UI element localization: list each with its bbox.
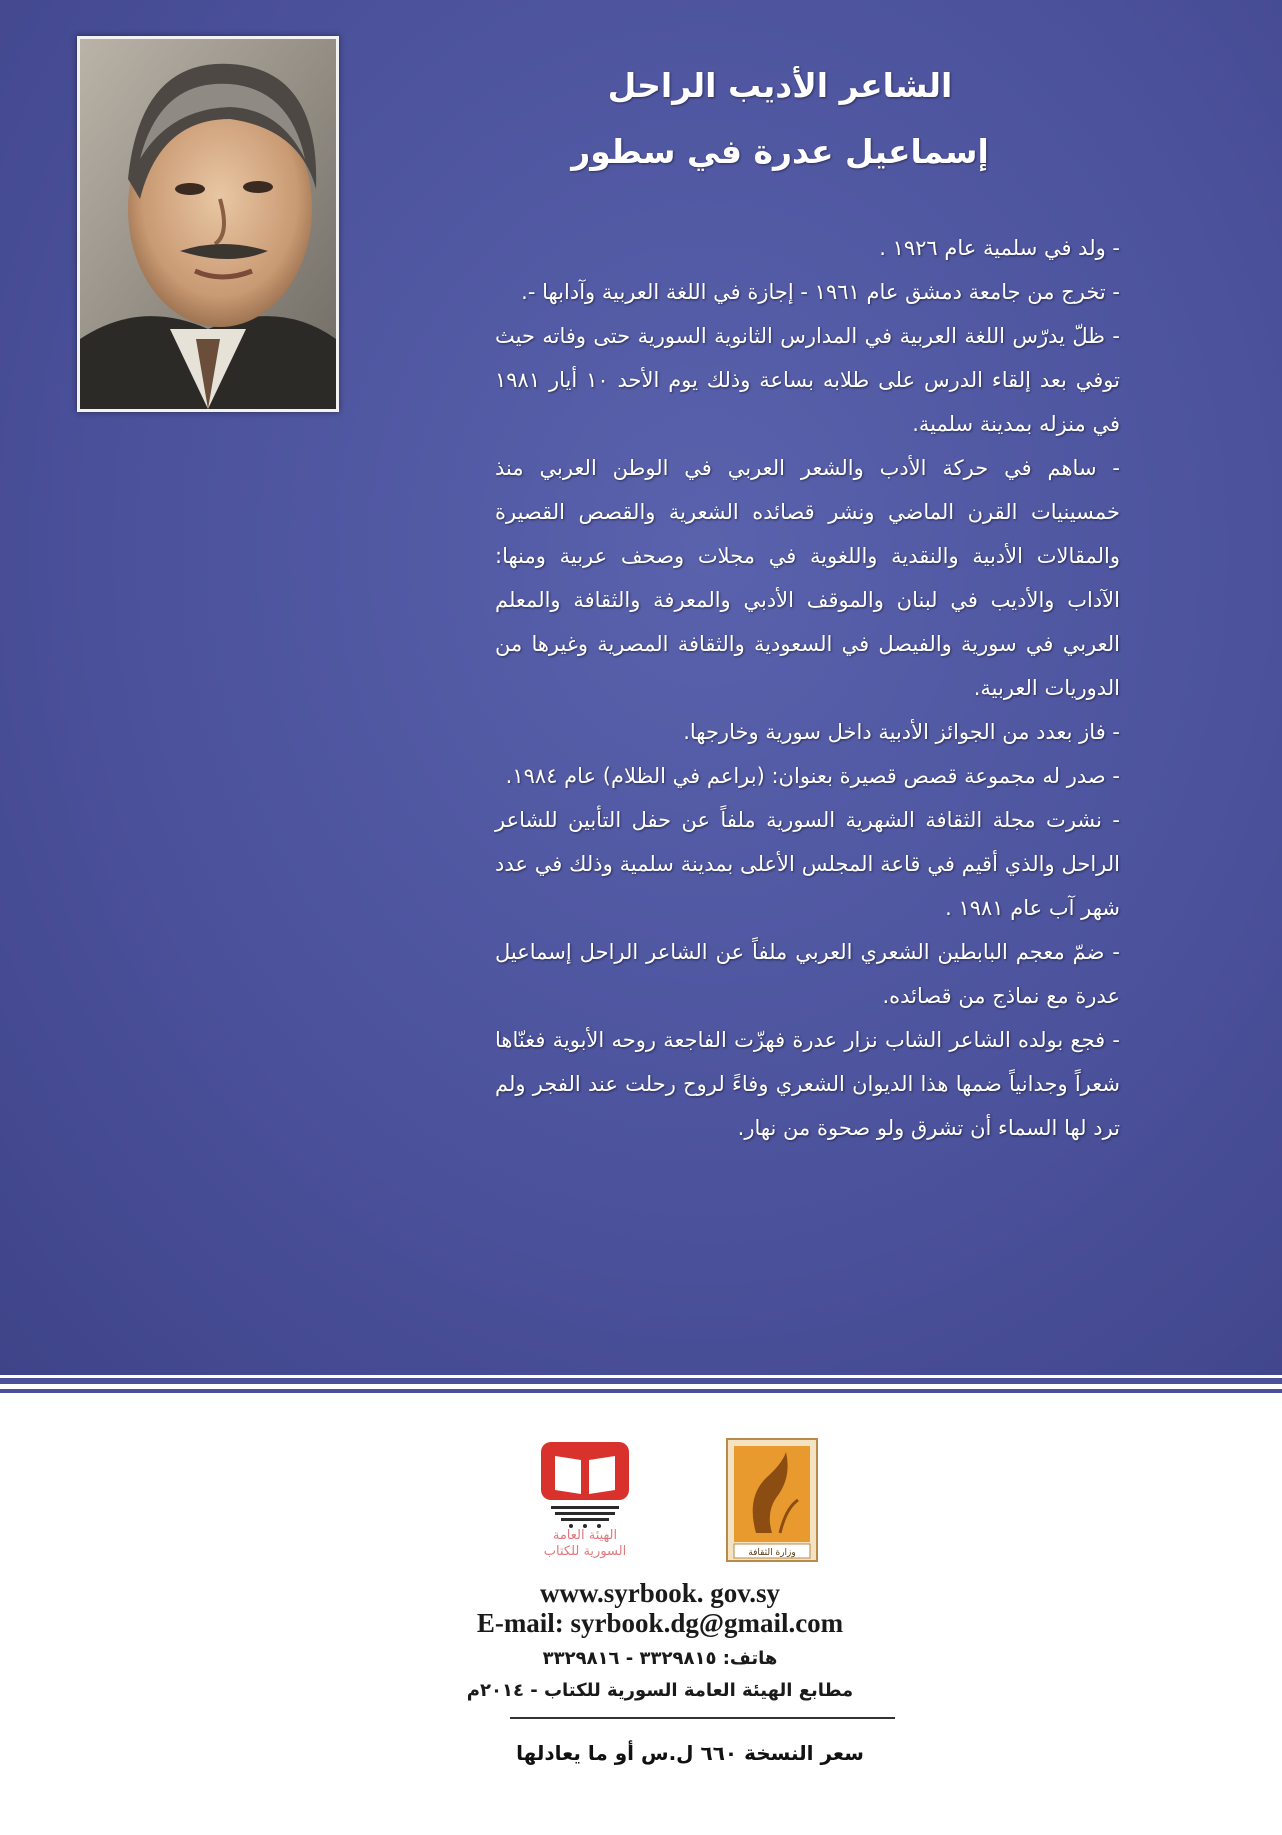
bio-item: - فاز بعدد من الجوائز الأدبية داخل سورية وخارجها.	[683, 720, 1120, 744]
bio-item: - نشرت مجلة الثقافة الشهرية السورية ملفاً عن حفل التأبين للشاعر الراحل والذي أقيم في قاعة المجلس الأعلى بمدينة سلمية وذلك في عدد شهر آب عام ١٩٨١ .	[495, 808, 1120, 920]
divider-line	[0, 1378, 1282, 1384]
copy-price: سعر النسخة ٦٦٠ ل.س أو ما يعادلها	[516, 1741, 864, 1765]
ministry-of-culture-logo	[726, 1438, 818, 1562]
website-link[interactable]: www.syrbook. gov.sy	[539, 1578, 781, 1608]
author-portrait	[77, 36, 339, 412]
divider-line	[0, 1389, 1282, 1393]
publisher-caption-line: الهيئة العامة	[552, 1528, 618, 1543]
email-address[interactable]: E-mail: syrbook.dg@gmail.com	[476, 1608, 844, 1638]
ministry-emblem	[726, 1438, 818, 1562]
bio-item: - ظلّ يدرّس اللغة العربية في المدارس الثانوية السورية حتى وفاته حيث توفي بعد إلقاء الدرس على طلابه بساعة وذلك يوم الأحد ١٠ أيار ١٩٨١ في منزله بمدينة سلمية.	[495, 324, 1120, 436]
printer-info: مطابع الهيئة العامة السورية للكتاب - ٢٠١٤م	[466, 1680, 854, 1701]
bio-item: - تخرج من جامعة دمشق عام ١٩٦١ - إجازة في اللغة العربية وآدابها -.	[521, 280, 1120, 304]
title-line-1: الشاعر الأديب الراحل	[607, 66, 953, 105]
bio-item: - صدر له مجموعة قصص قصيرة بعنوان: (براعم في الظلام) عام ١٩٨٤.	[505, 764, 1120, 788]
biography-list	[495, 226, 1120, 1150]
publisher-caption	[521, 1528, 649, 1560]
portrait-image	[80, 39, 336, 409]
publisher-caption-line: السورية للكتاب	[543, 1544, 627, 1559]
bio-item: - فجع بولده الشاعر الشاب نزار عدرة فهزّت الفاجعة روحه الأبوية فغنّاها شعراً وجدانياً ضمها هذا الديوان الشعري وفاءً لروح رحلت عند الفجر ولم ترد لها السماء أن تشرق ولو صحوة من نهار.	[495, 1028, 1120, 1140]
title-line-2: إسماعيل عدرة في سطور	[571, 132, 989, 171]
ministry-caption: وزارة الثقافة	[748, 1548, 796, 1558]
phone-numbers: هاتف: ٣٣٢٩٨١٥ - ٣٣٢٩٨١٦	[542, 1648, 778, 1669]
bio-item: - ضمّ معجم البابطين الشعري العربي ملفاً عن الشاعر الراحل إسماعيل عدرة مع نماذج من قصائده.	[495, 940, 1120, 1008]
footer-divider	[510, 1717, 895, 1719]
bio-item: - ساهم في حركة الأدب والشعر العربي في الوطن العربي منذ خمسينيات القرن الماضي ونشر قصائده الشعرية والقصص القصيرة والمقالات الأدبية والنقدية واللغوية في مجلات وصحف عربية ومنها: الآداب والأديب في لبنان والموقف الأدبي والمعرفة والثقافة والمعلم العربي في سورية والفيصل في السعودية والثقافة المصرية وغيرها من الدوريات العربية.	[495, 456, 1120, 700]
bio-item: - ولد في سلمية عام ١٩٢٦ .	[879, 236, 1120, 260]
